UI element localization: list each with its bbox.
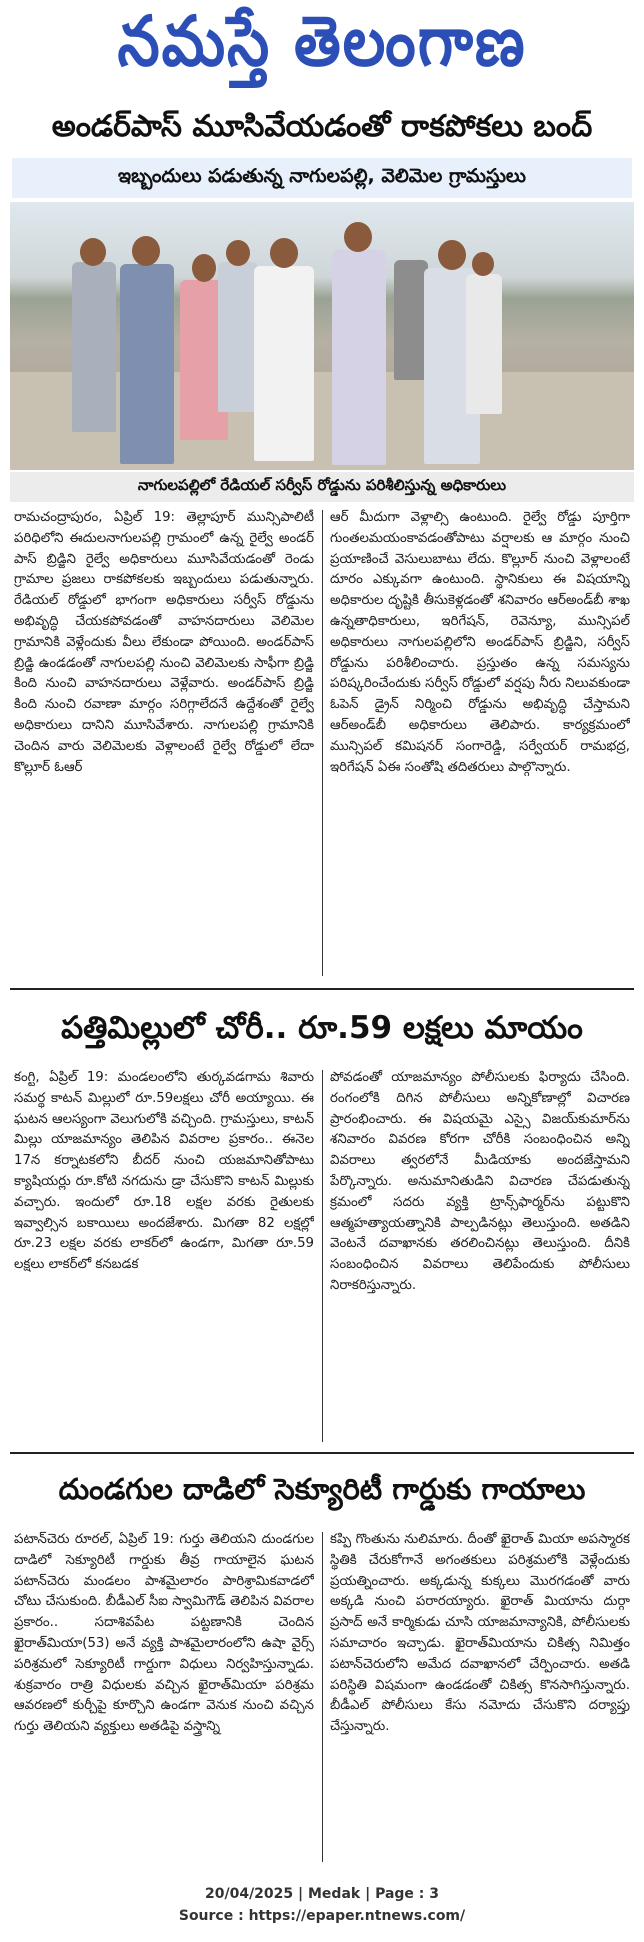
story1-photo-caption-bar (10, 472, 634, 502)
column-divider (322, 510, 323, 976)
story2-headline: పత్తిమిల్లులో చోరీ.. రూ.59 లక్షలు మాయం (61, 1010, 583, 1046)
story3-body-col1: పటాన్‌చెరు రూరల్, ఏప్రిల్ 19: గుర్తు తెలియని దుండగుల దాడిలో సెక్యూరిటీ గార్డుకు తీవ్ర గాయాలైన ఘటన పటాన్‌చెరు మండలం పాశమైలారం పారిశ్రామికవాడలో చోటు చేసుకుంది. బీడీఎల్ సీఐ స్వామిగౌడ్ తెలిపిన వివరాల ప్రకారం.. సదాశివపేట పట్టణానికి చెందిన ఖైరాత్‌మియా(53) అనే వ్యక్తి పాశమైలారంలోని ఉషా వైర్స్ పరిశ్రమలో సెక్యూరిటీ గార్డుగా విధులు నిర్వహిస్తున్నాడు. శుక్రవారం రాత్రి విధులకు వచ్చిన ఖైరాత్‌మియా పరిశ్రమ ఆవరణలో కుర్చీపై కూర్చొని ఉండగా వెనుక నుంచి వచ్చిన గుర్తు తెలియని వ్యక్తులు అతడిపై వస్త్రాన్ని (14, 1532, 314, 1735)
photo-person (120, 264, 174, 464)
photo-person (72, 262, 116, 432)
photo-person-head (132, 236, 160, 266)
story2-body-col2: పోవడంతో యాజమాన్యం పోలీసులకు ఫిర్యాదు చేసింది. రంగంలోకి దిగిన పోలీసులు అన్నికోణాల్లో విచారణ ప్రారంభించారు. ఈ విషయమై ఎస్సై విజయ్‌కుమార్‌ను శనివారం వివరణ కోరగా చోరీకి సంబంధించిన అన్ని వివరాలు త్వరలోనే మీడియాకు అందజేస్తామని పేర్కొన్నారు. అనుమానితుడిని విచారణ చేపడుతున్న క్రమంలో సదరు వ్యక్తి ట్రాన్స్‌ఫార్మర్‌ను పట్టుకొని ఆత్మహత్యాయత్నానికి పాల్పడినట్లు తెలుస్తుంది. అతడిని వెంటనే దవాఖానకు తరలించినట్లు తెలుస్తుంది. దీనికి సంబంధించిన వివరాలు తెలిపేందుకు పోలీసులు నిరాకరిస్తున్నారు. (330, 1070, 630, 1293)
story1-body-col1: రామచంద్రాపురం, ఏప్రిల్ 19: తెల్లాపూర్ మున్సిపాలిటీ పరిధిలోని ఈదులనాగులపల్లి గ్రామంలో ఉన్న రైల్వే అండర్ పాస్ బ్రిడ్జిని రైల్వే అధికారులు మూసివేయడంతో రెండు గ్రామాల ప్రజలు రాకపోకలకు ఇబ్బందులు పడుతున్నారు. రేడియల్ రోడ్డులో భాగంగా అధికారులు సర్వీస్ రోడ్డును అభివృద్ధి చేయకపోవడంతో వాహనదారులు వెలిమెల గ్రామానికి వెళ్లేందుకు వీలు లేకుండా పోయింది. అండర్‌పాస్ బ్రిడ్జి ఉండడంతో నాగులపల్లి నుంచి వెలిమెలకు సాఫీగా బ్రిడ్జి కింది నుంచి వాహనదారులు వెళ్లేవారు. అండర్‌పాస్ బ్రిడ్జి కింది నుంచి రవాణా మార్గం సరిగ్గాలేదనే ఉద్దేశంతో రైల్వే అధికారులు దానిని మూసివేశారు. నాగులపల్లి గ్రామానికి చెందిన వారు వెలిమెలకు వెళ్లాలంటే రైల్వే రోడ్డులో లేదా కొల్లూర్ ఓఆర్ (14, 510, 314, 775)
story1-subheadline-bar (12, 158, 632, 198)
photo-person-head (226, 240, 250, 266)
photo-person-head (192, 254, 216, 282)
story2-column-2 (330, 1068, 630, 1446)
story1-subheadline: ఇబ్బందులు పడుతున్న నాగులపల్లి, వెలిమెల గ్రామస్తులు (118, 164, 526, 187)
footer-source: Source : https://epaper.ntnews.com/ (178, 1908, 466, 1924)
story1-body-col2: ఆర్ మీదుగా వెళ్లాల్సి ఉంటుంది. రైల్వే రోడ్డు పూర్తిగా గుంతలమయంకావడంతోపాటు వర్షాలకు ఆ మార్గం నుంచి ప్రయాణించే వెసులుబాటు లేదు. కొల్లూర్ నుంచి వెళ్లాలంటే దూరం ఎక్కువగా ఉంటుంది. స్థానికులు ఈ విషయాన్ని అధికారుల దృష్టికి తీసుకెళ్లడంతో శనివారం ఆర్‌అండ్‌బీ శాఖ ఉన్నతాధికారులు, ఇరిగేషన్, రెవెన్యూ, మున్సిపల్ అధికారులు నాగులపల్లిలోని అండర్‌పాస్ బ్రిడ్జిని, సర్వీస్ రోడ్డును పరిశీలించారు. ప్రస్తుతం ఉన్న సమస్యను పరిష్కరించేందుకు సర్వీస్ రోడ్డులో వర్షపు నీరు నిలువకుండా ఓపెన్ డ్రైన్ నిర్మించి రోడ్డును అభివృద్ధి చేస్తామని ఆర్‌అండ్‌బీ అధికారులు తెలిపారు. కార్యక్రమంలో మున్సిపల్ కమిషనర్ సంగారెడ్డి, సర్వేయర్ రామభద్ర, ఇరిగేషన్ ఏఈ సంతోషి తదితరులు పాల్గొన్నారు. (330, 510, 630, 775)
photo-person (466, 274, 502, 414)
photo-person-head (80, 238, 106, 266)
story1-headline: అండర్‌పాస్ మూసివేయడంతో రాకపోకలు బంద్ (51, 109, 593, 144)
story3-headline: దుండగుల దాడిలో సెక్యూరిటీ గార్డుకు గాయాలు (58, 1472, 586, 1506)
story1-column-1 (14, 508, 314, 978)
story2-body-col1: కంగ్టి, ఏప్రిల్ 19: మండలంలోని తుర్కవడగామ శివారు సమర్థ కాటన్ మిల్లులో రూ.59లక్షలు చోరీ అయ్యాయి. ఈ ఘటన ఆలస్యంగా వెలుగులోకి వచ్చింది. గ్రామస్తులు, కాటన్ మిల్లు యాజమాన్యం తెలిపిన వివరాల ప్రకారం.. ఈనెల 17న కర్నాటకలోని బీదర్ నుంచి యజమానితోపాటు క్యాషియర్లు రూ.కోటి నగదును డ్రా చేసుకొని కాటన్ మిల్లుకు వచ్చారు. ఇందులో రూ.18 లక్షల వరకు రైతులకు ఇవ్వాల్సిన బకాయిలు అందజేశారు. మిగతా 82 లక్షల్లో రూ.23 లక్షల వరకు లాకర్‌లో ఉండగా, మిగతా రూ.59 లక్షలు లాకర్‌లో కనబడక (14, 1070, 314, 1273)
story3-body-col2: కప్పి గొంతును నులిమారు. దీంతో ఖైరాత్ మియా అపస్మారక స్థితికి చేరుకోగానే అగంతకులు పరిశ్రమలోకి వెళ్లేందుకు ప్రయత్నించారు. అక్కడున్న కుక్కలు మొరగడంతో వారు అక్కడి నుంచి పరారయ్యారు. ఖైరాత్ మియాను దుర్గా ప్రసాద్ అనే కార్మికుడు చూసి యాజమాన్యానికి, పోలీసులకు సమాచారం ఇచ్చాడు. ఖైరాత్‌మియాను చికిత్స నిమిత్తం పటాన్‌చెరులోని అమేద దవాఖానలో చేర్పించారు. అతడి పరిస్థితి విషమంగా ఉండడంతో చికిత్స కొనసాగిస్తున్నారు. బీడీఎల్ పోలీసులు కేసు నమోదు చేసుకొని దర్యాప్తు చేస్తున్నారు. (330, 1532, 630, 1735)
story3-column-1 (14, 1530, 314, 1866)
photo-person (332, 250, 386, 465)
photo-person (254, 266, 314, 461)
story1-photo (10, 202, 634, 470)
masthead (0, 0, 644, 100)
footer-date-edition: 20/04/2025 | Medak | Page : 3 (204, 1886, 440, 1902)
photo-person (218, 262, 258, 412)
story1-column-2 (330, 508, 630, 978)
photo-person-head (344, 222, 372, 252)
photo-person-head (472, 252, 494, 276)
story-divider (10, 988, 634, 990)
newspaper-logo: నమస్తే తెలంగాణ (117, 1, 527, 83)
photo-person (394, 260, 428, 380)
column-divider (322, 1070, 323, 1442)
column-divider (322, 1532, 323, 1862)
story3-column-2 (330, 1530, 630, 1866)
story1-photo-caption: నాగులపల్లిలో రేడియల్ సర్వీస్ రోడ్డును పరిశీలిస్తున్న అధికారులు (137, 476, 507, 494)
story2-column-1 (14, 1068, 314, 1446)
photo-person-head (438, 240, 466, 270)
story-divider (10, 1452, 634, 1454)
photo-person-head (270, 238, 298, 268)
